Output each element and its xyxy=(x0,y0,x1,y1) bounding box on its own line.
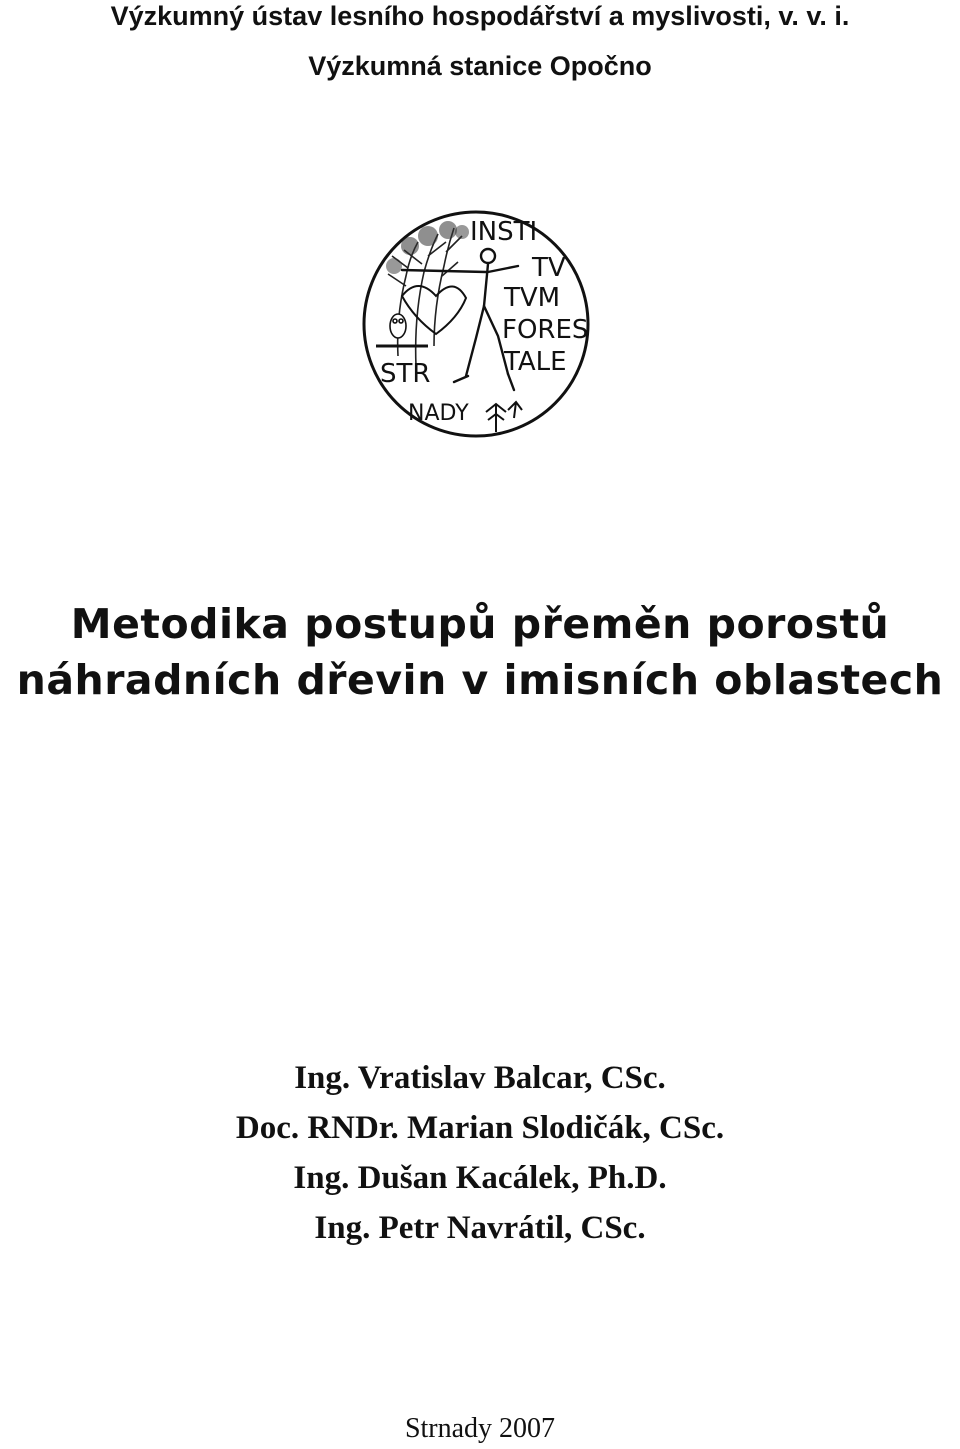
seal-text-tvm: TVM xyxy=(504,283,561,313)
seal-text-fores: FORES xyxy=(502,315,589,345)
author-2: Doc. RNDr. Marian Slodičák, CSc. xyxy=(235,1110,725,1146)
author-4: Ing. Petr Navrátil, CSc. xyxy=(314,1210,646,1246)
title-line-2: náhradních dřevin v imisních oblastech xyxy=(16,656,944,704)
station-name: Výzkumná stanice Opočno xyxy=(308,51,652,81)
author-3: Ing. Dušan Kacálek, Ph.D. xyxy=(293,1160,667,1196)
author-list xyxy=(0,1053,960,1253)
seal-text-nady: NADY xyxy=(408,401,469,426)
seal-text-str: STR xyxy=(380,359,431,389)
institute-seal-icon xyxy=(358,206,594,442)
document-title xyxy=(0,596,960,708)
seal-text-tv: TV xyxy=(532,253,566,283)
place-year: Strnady 2007 xyxy=(404,1413,556,1444)
seal-text-insti: INSTI xyxy=(470,217,538,247)
author-1: Ing. Vratislav Balcar, CSc. xyxy=(294,1060,666,1096)
seal-text-tale: TALE xyxy=(504,347,567,377)
title-line-1: Metodika postupů přeměn porostů xyxy=(70,600,890,648)
institute-name: Výzkumný ústav lesního hospodářství a myslivosti, v. v. i. xyxy=(110,1,850,31)
